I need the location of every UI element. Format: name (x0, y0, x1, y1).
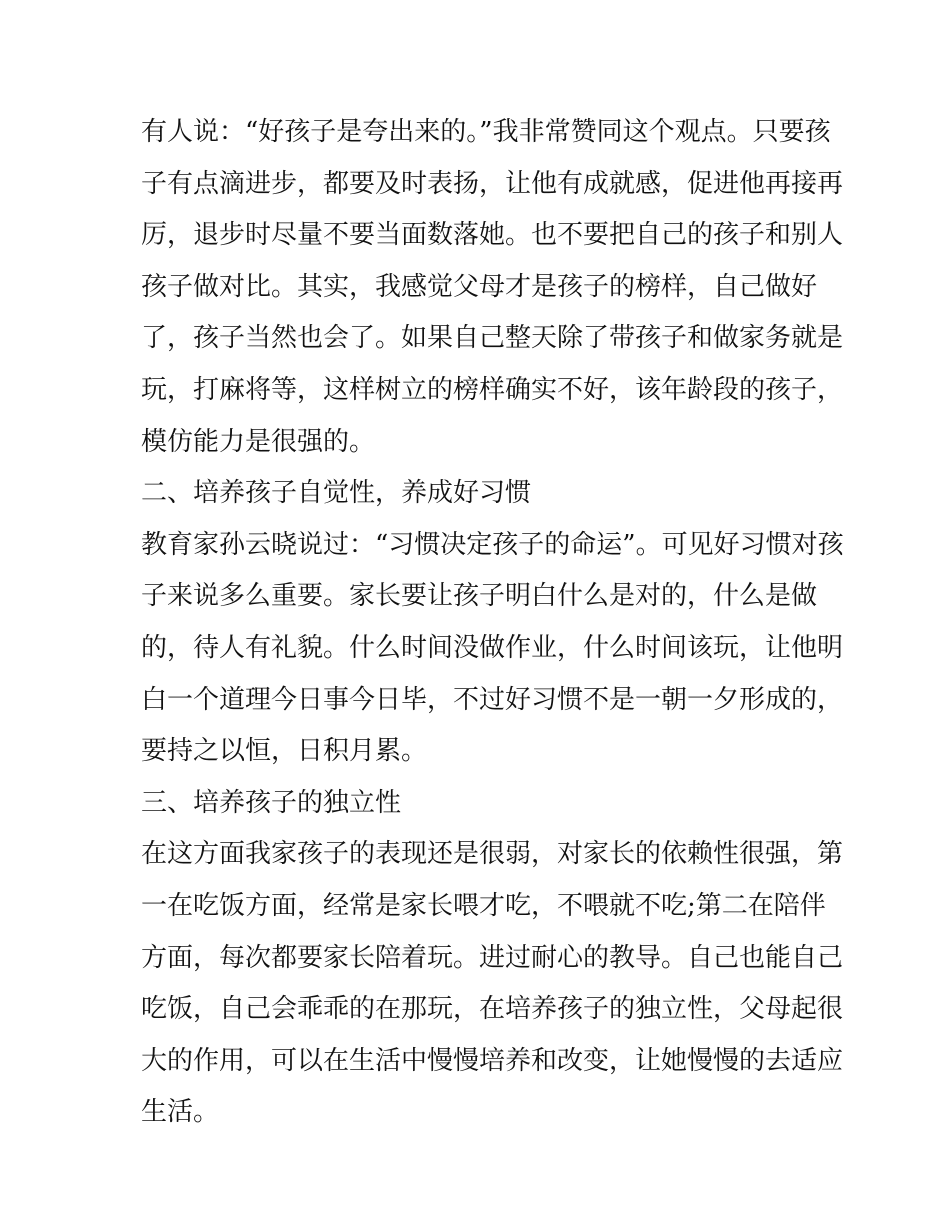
text-line-2: 子有点滴进步，都要及时表扬，让他有成就感，促进他再接再 (141, 168, 844, 199)
text-line-20: 生活。 (141, 1097, 220, 1128)
text-line-15: 在这方面我家孩子的表现还是很弱，对家长的依赖性很强，第 (141, 839, 844, 870)
text-line-5: 了，孩子当然也会了。如果自己整天除了带孩子和做家务就是 (141, 323, 844, 354)
text-line-3: 厉，退步时尽量不要当面数落她。也不要把自己的孩子和别人 (141, 220, 844, 251)
text-line-6: 玩，打麻将等，这样树立的榜样确实不好，该年龄段的孩子， (141, 374, 844, 405)
document-body (141, 107, 844, 1139)
text-line-18: 吃饭，自己会乖乖的在那玩，在培养孩子的独立性，父母起很 (141, 994, 844, 1025)
text-line-16: 一在吃饭方面，经常是家长喂才吃，不喂就不吃;第二在陪伴 (141, 890, 826, 921)
text-line-1: 有人说：“好孩子是夸出来的。”我非常赞同这个观点。只要孩 (141, 117, 831, 147)
text-line-13: 要持之以恒，日积月累。 (141, 736, 428, 767)
section-heading-3: 三、培养孩子的独立性 (141, 787, 402, 818)
text-line-9: 教育家孙云晓说过：“习惯决定孩子的命运”。可见好习惯对孩 (141, 529, 844, 560)
text-line-10: 子来说多么重要。家长要让孩子明白什么是对的，什么是做 (141, 581, 818, 612)
text-line-12: 白一个道理今日事今日毕，不过好习惯不是一朝一夕形成的， (141, 684, 844, 715)
text-line-19: 大的作用，可以在生活中慢慢培养和改变，让她慢慢的去适应 (141, 1045, 844, 1076)
text-line-7: 模仿能力是很强的。 (141, 426, 376, 457)
text-line-4: 孩子做对比。其实，我感觉父母才是孩子的榜样，自己做好 (141, 271, 818, 302)
text-line-11: 的，待人有礼貌。什么时间没做作业，什么时间该玩，让他明 (141, 632, 844, 663)
text-line-17: 方面，每次都要家长陪着玩。进过耐心的教导。自己也能自己 (141, 942, 844, 973)
section-heading-2: 二、培养孩子自觉性，养成好习惯 (141, 478, 532, 509)
